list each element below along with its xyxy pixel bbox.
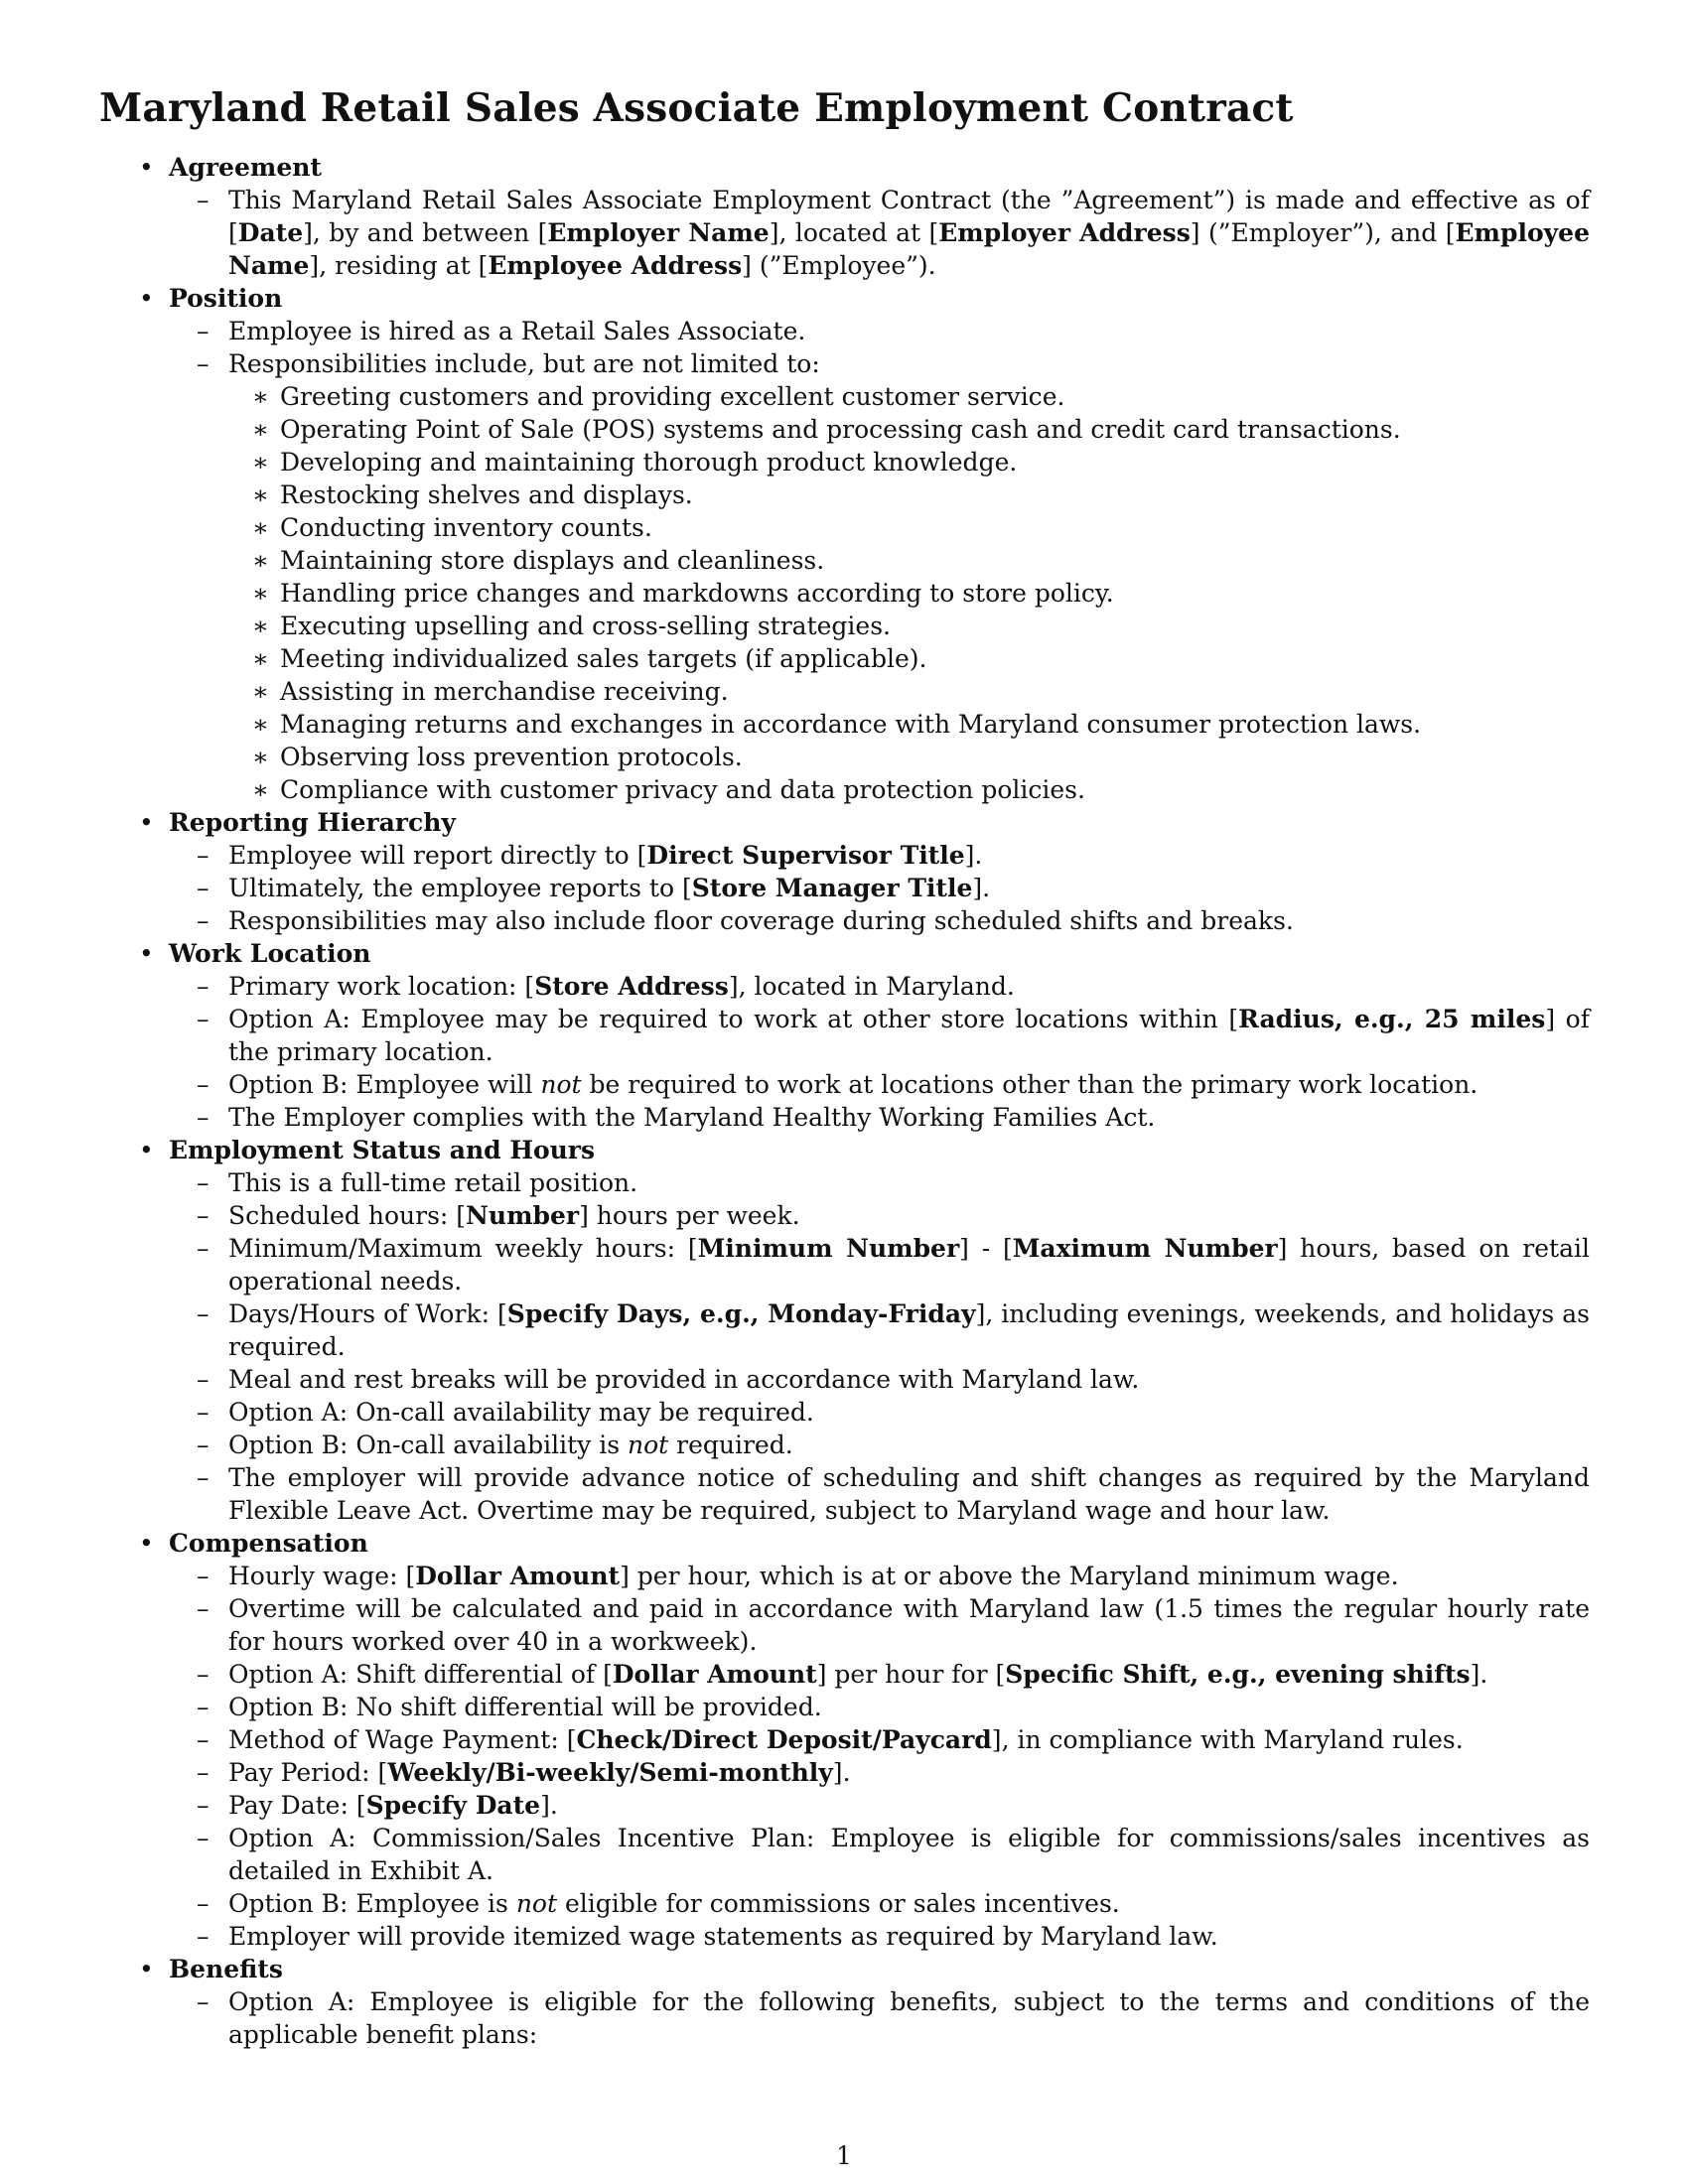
duty-item: ∗ Greeting customers and providing excellent customer service. [280, 380, 1571, 413]
benefits-clause: – Option A: Employee is eligible for the following benefits, subject to the terms and conditions of the applicable benefit plans: [228, 1985, 1590, 2051]
section-heading: • Compensation [0, 1527, 1688, 1560]
section-position [0, 282, 1688, 806]
section-heading: • Reporting Hierarchy [0, 806, 1688, 839]
placeholder-shift: Specific Shift, e.g., evening shifts [1005, 1660, 1471, 1689]
section-heading: • Position [0, 282, 1688, 315]
page-number: 1 [836, 2141, 852, 2170]
status-clause: – The employer will provide advance notice of scheduling and shift changes as required by the Maryland Flexible Leave Act. Overtime may be required, subject to Maryland wage and hour law. [228, 1461, 1590, 1527]
placeholder-dollar-amount: Dollar Amount [612, 1660, 817, 1689]
placeholder-radius: Radius, e.g., 25 miles [1238, 1005, 1546, 1033]
duty-item: ∗ Developing and maintaining thorough product knowledge. [280, 446, 1571, 478]
duty-item: ∗ Executing upselling and cross-selling strategies. [280, 610, 1571, 642]
compensation-clause: – Hourly wage: [Dollar Amount] per hour, which is at or above the Maryland minimum wage. [228, 1560, 1590, 1592]
status-clause: – Option A: On-call availability may be required. [228, 1396, 1590, 1429]
compensation-clause: – Option A: Commission/Sales Incentive Plan: Employee is eligible for commissions/sales incentives as detailed in Exhibit A. [228, 1822, 1590, 1887]
location-clause: – The Employer complies with the Maryland Healthy Working Families Act. [228, 1101, 1590, 1134]
duty-item: ∗ Observing loss prevention protocols. [280, 741, 1571, 773]
placeholder-employer-address: Employer Address [938, 218, 1191, 247]
compensation-clause: – Overtime will be calculated and paid in accordance with Maryland law (1.5 times the regular hourly rate for hours worked over 40 in a workweek). [228, 1592, 1590, 1658]
section-heading: • Work Location [0, 937, 1688, 970]
compensation-clause: – Pay Period: [Weekly/Bi-weekly/Semi-monthly]. [228, 1756, 1590, 1789]
location-clause: – Option B: Employee will not be required to work at locations other than the primary work location. [228, 1068, 1590, 1101]
compensation-clause: – Option B: Employee is not eligible for commissions or sales incentives. [228, 1887, 1590, 1920]
placeholder-payment-method: Check/Direct Deposit/Paycard [576, 1725, 992, 1754]
placeholder-number: Number [466, 1201, 580, 1230]
placeholder-manager-title: Store Manager Title [691, 874, 973, 902]
placeholder-days: Specify Days, e.g., Monday-Friday [506, 1299, 976, 1328]
location-clause: – Primary work location: [Store Address], located in Maryland. [228, 970, 1590, 1003]
placeholder-employer-name: Employer Name [547, 218, 770, 247]
compensation-clause: – Option B: No shift differential will be provided. [228, 1691, 1590, 1723]
placeholder-store-address: Store Address [534, 972, 729, 1001]
placeholder-employee-name: Employee Name [228, 218, 1590, 280]
section-heading: • Agreement [0, 151, 1688, 184]
placeholder-min-number: Minimum Number [697, 1234, 960, 1263]
compensation-clause: – Employer will provide itemized wage statements as required by Maryland law. [228, 1920, 1590, 1953]
status-clause: – Option B: On-call availability is not required. [228, 1429, 1590, 1461]
section-work-location [0, 937, 1688, 1134]
section-reporting-hierarchy [0, 806, 1688, 937]
section-agreement [0, 151, 1688, 282]
status-clause: – Meal and rest breaks will be provided in accordance with Maryland law. [228, 1363, 1590, 1396]
duty-item: ∗ Managing returns and exchanges in accordance with Maryland consumer protection laws. [280, 708, 1571, 741]
position-clause: – Employee is hired as a Retail Sales Associate. [228, 315, 1590, 347]
compensation-clause: – Option A: Shift differential of [Dollar Amount] per hour for [Specific Shift, e.g., evening shifts]. [228, 1658, 1590, 1691]
section-benefits [0, 1953, 1688, 2051]
contract-body [0, 151, 1688, 2051]
placeholder-date: Date [237, 218, 304, 247]
section-employment-status [0, 1134, 1688, 1527]
placeholder-supervisor-title: Direct Supervisor Title [646, 841, 965, 870]
document-title: Maryland Retail Sales Associate Employment Contract [99, 85, 1294, 131]
section-heading: • Benefits [0, 1953, 1688, 1985]
duty-item: ∗ Operating Point of Sale (POS) systems and processing cash and credit card transactions. [280, 413, 1571, 446]
section-heading: • Employment Status and Hours [0, 1134, 1688, 1166]
status-clause: – This is a full-time retail position. [228, 1166, 1590, 1199]
compensation-clause: – Method of Wage Payment: [Check/Direct Deposit/Paycard], in compliance with Maryland rules. [228, 1723, 1590, 1756]
reporting-clause: – Employee will report directly to [Direct Supervisor Title]. [228, 839, 1590, 872]
status-clause: – Minimum/Maximum weekly hours: [Minimum Number] - [Maximum Number] hours, based on retail operational needs. [228, 1232, 1590, 1297]
section-compensation [0, 1527, 1688, 1953]
placeholder-pay-period: Weekly/Bi-weekly/Semi-monthly [387, 1758, 833, 1787]
position-clause: – Responsibilities include, but are not limited to: [228, 347, 1590, 380]
compensation-clause: – Pay Date: [Specify Date]. [228, 1789, 1590, 1822]
duty-item: ∗ Compliance with customer privacy and data protection policies. [280, 773, 1571, 806]
duty-item: ∗ Handling price changes and markdowns according to store policy. [280, 577, 1571, 610]
duty-item: ∗ Maintaining store displays and cleanliness. [280, 544, 1571, 577]
placeholder-pay-date: Specify Date [365, 1791, 541, 1820]
duty-item: ∗ Conducting inventory counts. [280, 511, 1571, 544]
duty-item: ∗ Meeting individualized sales targets (if applicable). [280, 642, 1571, 675]
reporting-clause: – Ultimately, the employee reports to [Store Manager Title]. [228, 872, 1590, 904]
placeholder-employee-address: Employee Address [488, 251, 743, 280]
placeholder-max-number: Maximum Number [1012, 1234, 1278, 1263]
location-clause: – Option A: Employee may be required to work at other store locations within [Radius, e.g., 25 miles] of the primary location. [228, 1003, 1590, 1068]
status-clause: – Scheduled hours: [Number] hours per week. [228, 1199, 1590, 1232]
duty-item: ∗ Assisting in merchandise receiving. [280, 675, 1571, 708]
agreement-clause: – This Maryland Retail Sales Associate Employment Contract (the ”Agreement”) is made and effective as of [Date], by and between [Employer Name], located at [Employer Address] (”Employer”), and [Employee Name], residing at [Employee Address] (”Employee”). [228, 184, 1590, 282]
duty-item: ∗ Restocking shelves and displays. [280, 478, 1571, 511]
reporting-clause: – Responsibilities may also include floor coverage during scheduled shifts and breaks. [228, 904, 1590, 937]
status-clause: – Days/Hours of Work: [Specify Days, e.g., Monday-Friday], including evenings, weekends, and holidays as required. [228, 1297, 1590, 1363]
placeholder-dollar-amount: Dollar Amount [415, 1562, 621, 1590]
